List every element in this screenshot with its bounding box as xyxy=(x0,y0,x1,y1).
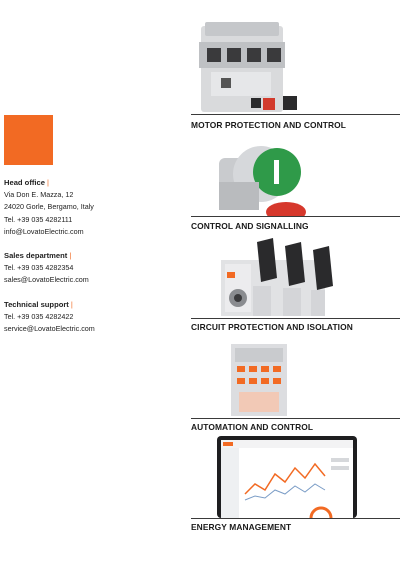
push-button-image xyxy=(191,140,400,216)
separator: | xyxy=(69,251,72,261)
technical-block xyxy=(4,299,154,336)
divider xyxy=(191,114,400,115)
separator: | xyxy=(46,178,49,187)
divider xyxy=(191,518,400,519)
brand-color-square xyxy=(4,115,53,165)
category-label: CONTROL AND SIGNALLING xyxy=(191,221,309,231)
contact-info xyxy=(4,177,154,347)
technical-phone: Tel. +39 035 4282422 xyxy=(4,311,74,321)
address-line: Via Don E. Mazza, 12 xyxy=(4,190,74,200)
switch-disconnector-image xyxy=(191,232,400,318)
laptop-dashboard-image xyxy=(191,434,400,518)
product-circuit-protection[interactable] xyxy=(191,232,400,337)
head-office-email[interactable]: info@LovatoElectric.com xyxy=(4,226,84,236)
divider xyxy=(191,216,400,217)
contactor-image xyxy=(191,18,400,114)
technical-email[interactable]: service@LovatoElectric.com xyxy=(4,324,95,334)
head-office-block xyxy=(4,177,154,238)
sales-title: Sales department xyxy=(4,251,68,261)
separator: | xyxy=(70,299,73,309)
product-energy-management[interactable] xyxy=(191,434,400,534)
sales-phone: Tel. +39 035 4282354 xyxy=(4,263,74,273)
divider xyxy=(191,318,400,319)
product-automation[interactable] xyxy=(191,338,400,436)
city-line: 24020 Gorle, Bergamo, Italy xyxy=(4,202,94,212)
technical-title: Technical support xyxy=(4,299,69,309)
head-office-phone: Tel. +39 035 4282111 xyxy=(4,214,73,224)
sales-block xyxy=(4,250,154,287)
head-office-title: Head office xyxy=(4,178,45,187)
product-control-signalling[interactable] xyxy=(191,140,400,235)
product-motor-protection[interactable] xyxy=(191,18,400,133)
divider xyxy=(191,418,400,419)
category-label: CIRCUIT PROTECTION AND ISOLATION xyxy=(191,322,353,332)
category-label: ENERGY MANAGEMENT xyxy=(191,522,292,532)
category-label: AUTOMATION AND CONTROL xyxy=(191,422,314,432)
category-label: MOTOR PROTECTION AND CONTROL xyxy=(191,120,346,130)
sales-email[interactable]: sales@LovatoElectric.com xyxy=(4,275,89,285)
automation-module-image xyxy=(191,338,400,418)
